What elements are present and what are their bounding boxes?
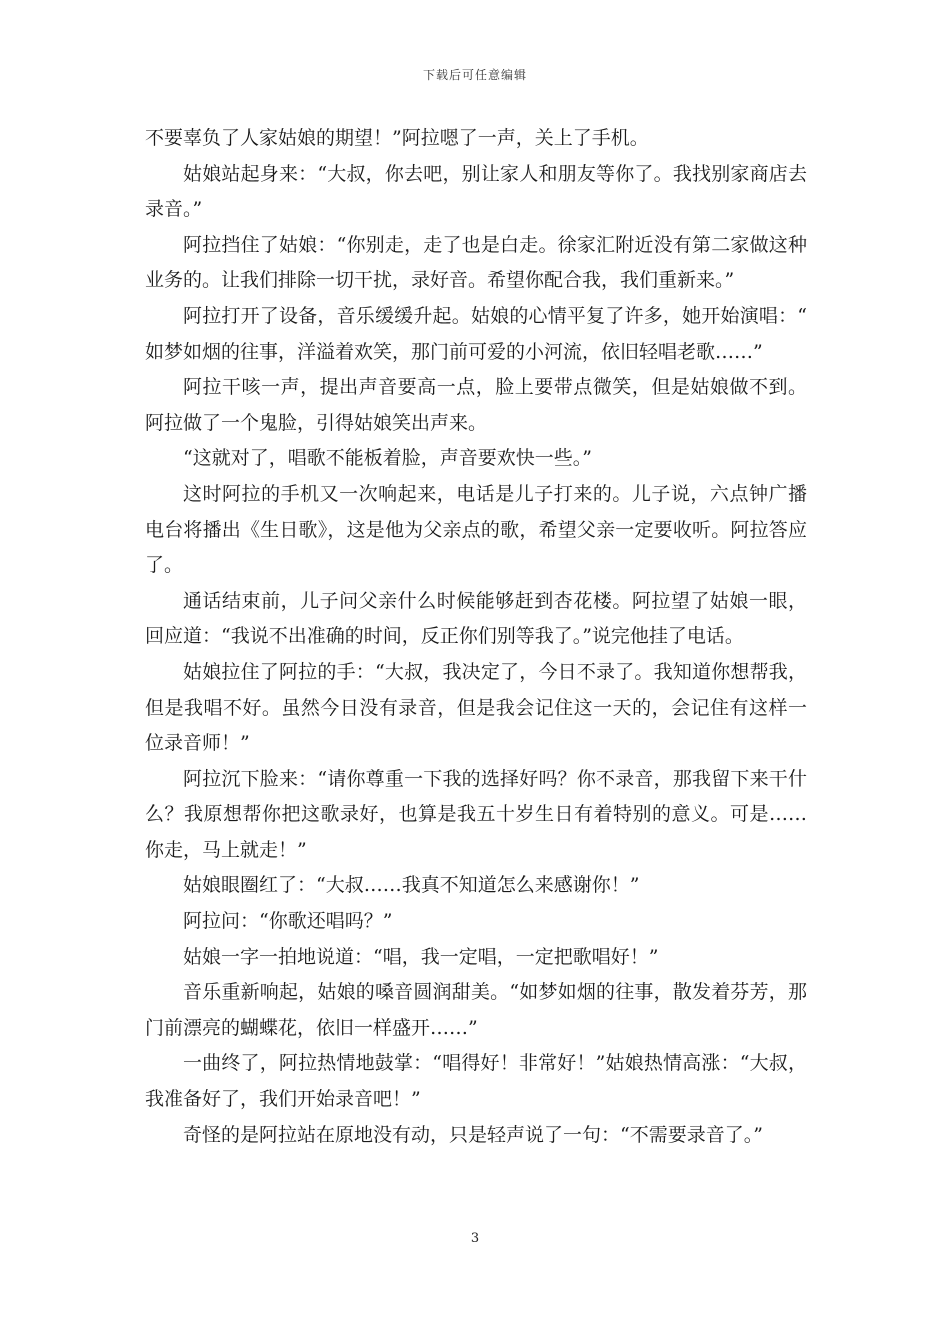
page-header: 下载后可任意编辑	[422, 68, 527, 82]
paragraph: 姑娘一字一拍地说道：“唱，我一定唱，一定把歌唱好！”	[183, 945, 659, 968]
paragraph: 阿拉问：“你歌还唱吗？”	[183, 910, 393, 933]
document-body	[145, 121, 807, 1153]
paragraph: 阿拉挡住了姑娘：“你别走，走了也是白走。徐家汇附近没有第二家做这种业务的。让我们排除一切干扰，录好音。希望你配合我，我们重新来。”	[145, 233, 807, 292]
page-number: 3	[470, 1231, 480, 1246]
paragraph: 阿拉沉下脸来：“请你尊重一下我的选择好吗？你不录音，那我留下来干什么？我原想帮你把这歌录好，也算是我五十岁生日有着特别的意义。可是……你走，马上就走！”	[145, 767, 807, 861]
paragraph: “这就对了，唱歌不能板着脸，声音要欢快一些。”	[183, 447, 592, 470]
paragraph: 这时阿拉的手机又一次响起来，电话是儿子打来的。儿子说，六点钟广播电台将播出《生日歌》，这是他为父亲点的歌，希望父亲一定要收听。阿拉答应了。	[145, 482, 807, 577]
paragraph: 姑娘眼圈红了：“大叔……我真不知道怎么来感谢你！”	[183, 874, 640, 897]
paragraph: 一曲终了，阿拉热情地鼓掌：“唱得好！非常好！”姑娘热情高涨：“大叔，我准备好了，我们开始录音吧！”	[145, 1052, 807, 1111]
paragraph: 奇怪的是阿拉站在原地没有动，只是轻声说了一句：“不需要录音了。”	[183, 1123, 763, 1146]
paragraph: 姑娘拉住了阿拉的手：“大叔，我决定了，今日不录了。我知道你想帮我，但是我唱不好。虽然今日没有录音，但是我会记住这一天的，会记住有这样一位录音师！”	[145, 660, 807, 755]
paragraph: 不要辜负了人家姑娘的期望！”阿拉嗯了一声，关上了手机。	[145, 127, 649, 149]
paragraph: 通话结束前，儿子问父亲什么时候能够赶到杏花楼。阿拉望了姑娘一眼，回应道：“我说不出准确的时间，反正你们别等我了。”说完他挂了电话。	[145, 589, 807, 648]
paragraph: 阿拉干咳一声，提出声音要高一点，脸上要带点微笑，但是姑娘做不到。阿拉做了一个鬼脸，引得姑娘笑出声来。	[145, 376, 807, 434]
paragraph: 音乐重新响起，姑娘的嗓音圆润甜美。“如梦如烟的往事，散发着芬芳，那门前漂亮的蝴蝶花，依旧一样盛开……”	[145, 981, 807, 1039]
paragraph: 阿拉打开了设备，音乐缓缓升起。姑娘的心情平复了许多，她开始演唱：“如梦如烟的往事，洋溢着欢笑，那门前可爱的小河流，依旧轻唱老歌……”	[145, 304, 807, 363]
paragraph: 姑娘站起身来：“大叔，你去吧，别让家人和朋友等你了。我找别家商店去录音。”	[145, 162, 807, 221]
